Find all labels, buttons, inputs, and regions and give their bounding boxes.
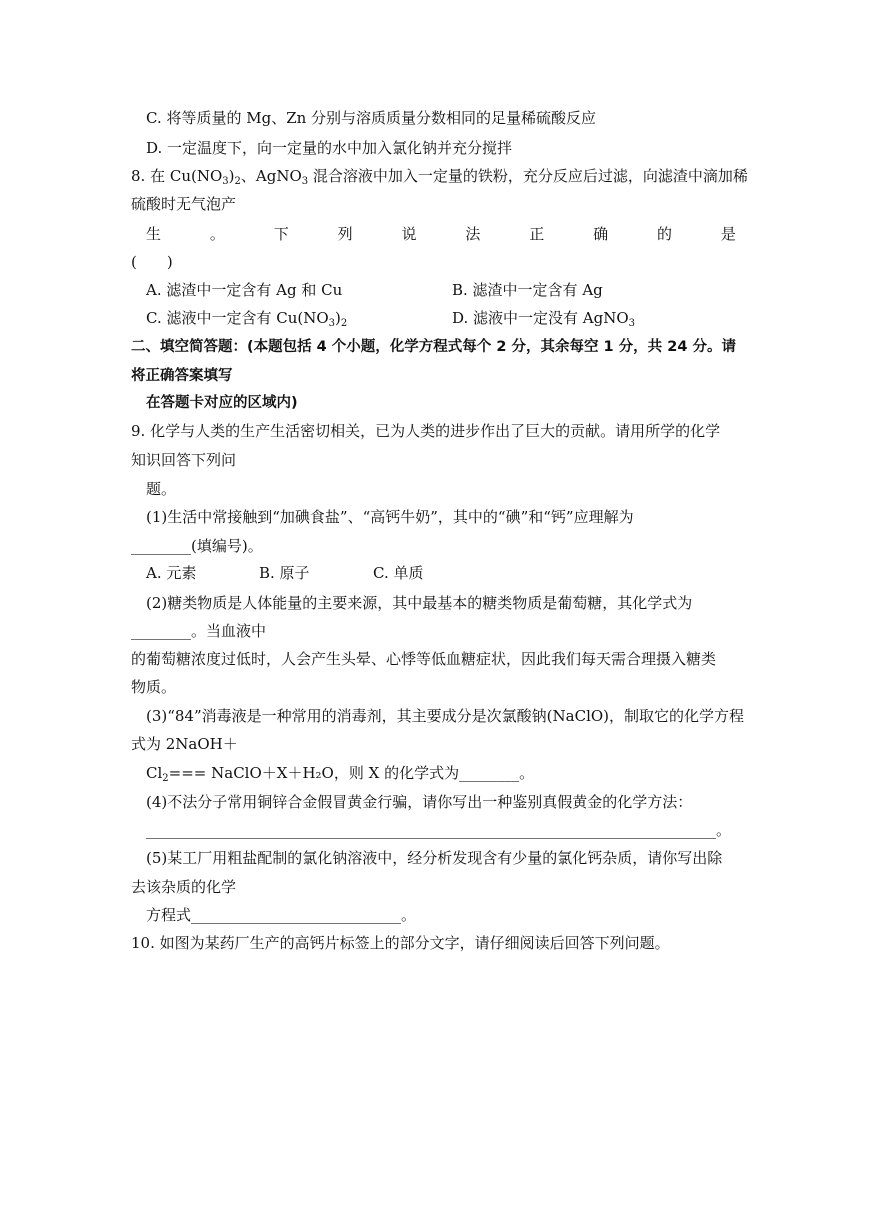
q8-option-a: A. 滤渣中一定含有 Ag 和 Cu — [146, 281, 343, 299]
q9-stem-line1: 9. 化学与人类的生产生活密切相关，已为人类的进步作出了巨大的贡献。请用所学的化学 — [131, 422, 721, 440]
q8-stem-line2: 硫酸时无气泡产 — [131, 195, 237, 213]
q7-option-d: D. 一定温度下，向一定量的水中加入氯化钠并充分搅拌 — [146, 139, 513, 157]
q8-option-b: B. 滤渣中一定含有 Ag — [452, 281, 603, 299]
q9-part5-line1: (5)某工厂用粗盐配制的氯化钠溶液中，经分析发现含有少量的氯化钙杂质，请你写出除 — [146, 849, 723, 867]
q9-part1-line1: (1)生活中常接触到“加碘食盐”、“高钙牛奶”，其中的“碘”和“钙”应理解为 — [146, 508, 634, 526]
q9-part4-answer-blank: ____________________________________________________________________________。 — [146, 821, 732, 839]
q9-part3-line1: (3)“84”消毒液是一种常用的消毒剂，其主要成分是次氯酸钠(NaClO)，制取它的化学方程 — [146, 707, 745, 725]
q9-part4-line1: (4)不法分子常用铜锌合金假冒黄金行骗，请你写出一种鉴别真假黄金的化学方法： — [146, 793, 693, 811]
q7-option-c: C. 将等质量的 Mg、Zn 分别与溶质质量分数相同的足量稀硫酸反应 — [146, 109, 597, 127]
q9-part1-option-b: B. 原子 — [259, 564, 310, 582]
section2-heading-line3: 在答题卡对应的区域内) — [146, 395, 298, 411]
q9-stem-line2: 知识回答下列问 — [131, 451, 237, 469]
q9-part2-line3: 的葡萄糖浓度过低时，人会产生头晕、心悸等低血糖症状，因此我们每天需合理摄入糖类 — [131, 650, 717, 668]
q9-stem-line3: 题。 — [146, 480, 177, 498]
q9-part5-line3: 方程式____________________________。 — [146, 906, 417, 924]
q8-option-d: D. 滤液中一定没有 AgNO$_3$ — [452, 309, 636, 329]
q9-part3-line2: 式为 2NaOH＋ — [131, 735, 238, 753]
q8-option-c: C. 滤液中一定含有 $Cu(NO_3)_2$ — [146, 309, 348, 329]
q8-answer-paren: ( ) — [131, 253, 173, 271]
q9-part2-line2: ________。当血液中 — [131, 622, 267, 640]
q9-part2-line4: 物质。 — [131, 678, 177, 696]
q8-stem-line1: 8. 在 $Cu(NO_3)_2$、AgNO$_3$ 混合溶液中加入一定量的铁粉，充分反应后过滤，向滤渣中滴加稀 — [131, 167, 748, 187]
q8-stem-spread: 生 。 下 列 说 法 正 确 的 是 — [146, 225, 736, 243]
section2-heading-line2: 将正确答案填写 — [131, 368, 233, 384]
q9-part1-line2: ________(填编号)。 — [131, 537, 263, 555]
q9-part1-option-c: C. 单质 — [373, 564, 424, 582]
q9-part3-line3: $Cl_2===$ NaClO＋X＋H₂O，则 X 的化学式为________。 — [146, 764, 535, 784]
q10-stem: 10. 如图为某药厂生产的高钙片标签上的部分文字，请仔细阅读后回答下列问题。 — [131, 934, 670, 952]
q9-part2-line1: (2)糖类物质是人体能量的主要来源，其中最基本的糖类物质是葡萄糖，其化学式为 — [146, 594, 693, 612]
q9-part1-option-a: A. 元素 — [146, 564, 197, 582]
section2-heading-line1: 二、填空简答题：(本题包括 4 个小题，化学方程式每个 2 分，其余每空 1 分，共 24 分。请 — [131, 339, 736, 355]
q9-part5-line2: 去该杂质的化学 — [131, 878, 237, 896]
